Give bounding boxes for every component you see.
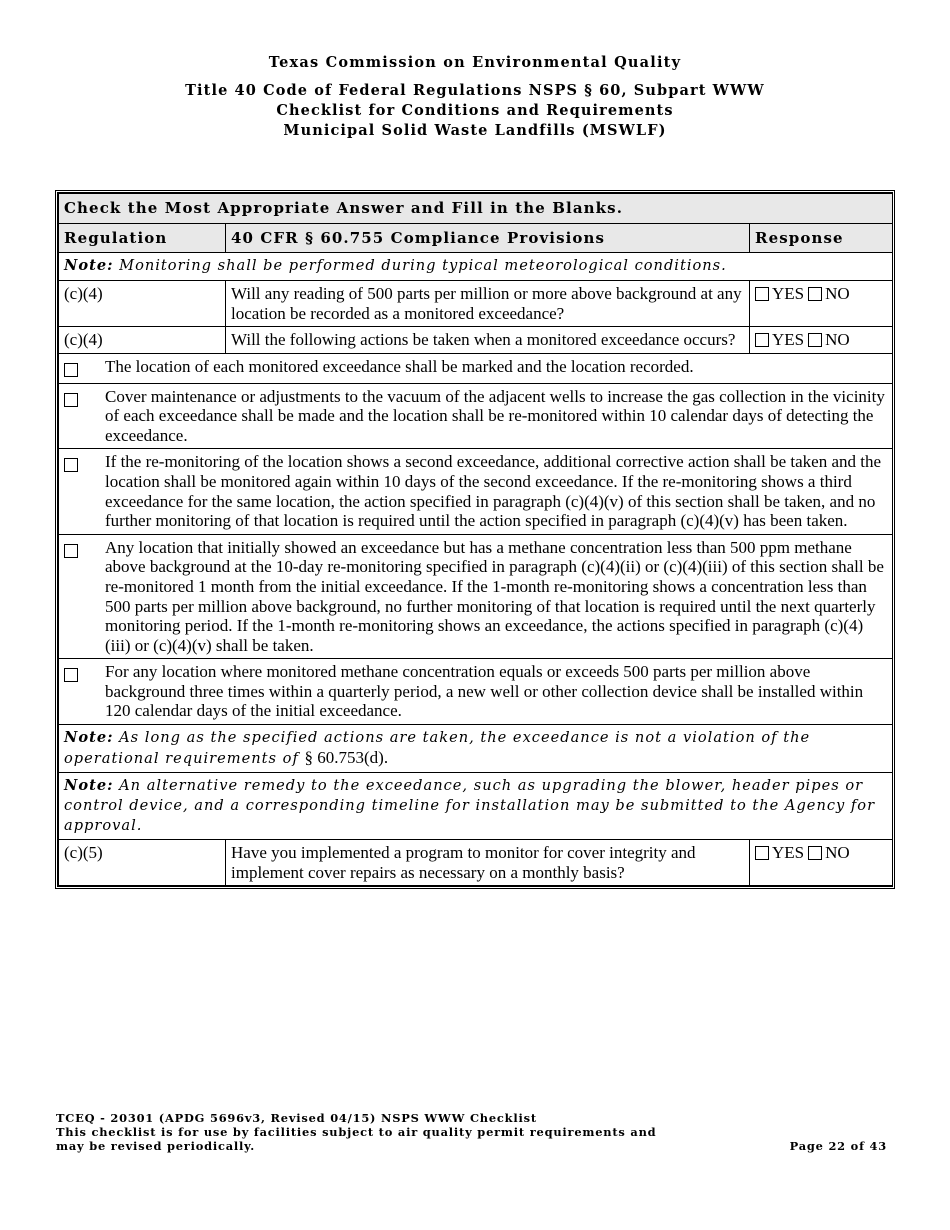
yes-label: YES [772,284,805,304]
title-line-facility: Municipal Solid Waste Landfills (MSWLF) [283,122,667,139]
action-checkbox[interactable] [64,544,78,558]
response-cell [750,327,893,354]
question-row [59,327,893,354]
no-checkbox[interactable] [808,287,822,301]
no-checkbox[interactable] [808,333,822,347]
action-checkbox[interactable] [64,668,78,682]
page-number: Page 22 of 43 [789,1139,887,1153]
title-line-regulation: Title 40 Code of Federal Regulations NSPS § 60, Subpart WWW [185,82,765,99]
action-text: The location of each monitored exceedance shall be marked and the location recorded. [105,356,694,376]
document-header [0,54,950,141]
note-label: Note: [64,257,114,275]
note-label: Note: [64,777,114,795]
title-line-checklist: Checklist for Conditions and Requirements [276,102,674,119]
yes-label: YES [772,330,805,350]
action-row [59,353,893,383]
column-header-provisions: 40 CFR § 60.755 Compliance Provisions [226,223,750,253]
note-label: Note: [64,729,114,747]
action-text: Cover maintenance or adjustments to the vacuum of the adjacent wells to increase the gas collection in the vicinity of each exceedance shall be made and the location shall be re-monitored within 10 calendar days of detecting the exceedance. [105,386,885,445]
note-text: Monitoring shall be performed during typical meteorological conditions. [119,257,727,275]
response-cell [750,840,893,886]
regulation-cell: (c)(5) [59,840,226,886]
action-row [59,534,893,659]
footer-usage-line: may be revised periodically. [56,1139,256,1153]
yes-checkbox[interactable] [755,846,769,860]
note-alternative-remedy [59,773,893,840]
regulation-cell: (c)(4) [59,281,226,327]
action-text: If the re-monitoring of the location shows a second exceedance, additional corrective action shall be taken and the location shall be monitored again within 10 days of the second exceedance. If the re-monitoring shows a third exceedance for the same location, the action specified in paragraph (c)(4)(v) of this section shall be taken, and no further monitoring of that location is required until the action specified in paragraph (c)(4)(v) has been taken. [105,452,882,531]
question-text: Will the following actions be taken when a monitored exceedance occurs? [226,327,750,354]
note-monitoring [59,253,893,281]
action-row [59,383,893,449]
no-label: NO [825,843,850,863]
question-text: Have you implemented a program to monitor for cover integrity and implement cover repairs as necessary on a monthly basis? [226,840,750,886]
footer-form-id: TCEQ - 20301 (APDG 5696v3, Revised 04/15) NSPS WWW Checklist [56,1111,537,1125]
checklist-table [55,190,895,889]
note-text: As long as the specified actions are taken, the exceedance is not a violation of the operational requirements of [64,729,811,768]
action-row [59,659,893,725]
no-label: NO [825,284,850,304]
action-checkbox[interactable] [64,363,78,377]
response-cell [750,281,893,327]
note-citation: § 60.753(d). [304,748,389,768]
action-row [59,449,893,534]
yes-checkbox[interactable] [755,333,769,347]
action-checkbox[interactable] [64,393,78,407]
instruction-header: Check the Most Appropriate Answer and Fill in the Blanks. [59,194,893,224]
note-violation [59,725,893,773]
regulation-cell: (c)(4) [59,327,226,354]
question-row [59,840,893,886]
action-checkbox[interactable] [64,458,78,472]
no-checkbox[interactable] [808,846,822,860]
note-text: An alternative remedy to the exceedance, such as upgrading the blower, header pipes or control device, and a corresponding timeline for installation may be submitted to the Agency for approval. [64,777,876,835]
agency-name: Texas Commission on Environmental Quality [268,54,682,71]
footer-form-info [56,1111,656,1153]
action-text: For any location where monitored methane concentration equals or exceeds 500 parts per million above background three times within a quarterly period, a new well or other collection device shall be installed within 120 calendar days of the initial exceedance. [105,662,864,721]
question-row [59,281,893,327]
yes-checkbox[interactable] [755,287,769,301]
column-header-row [59,223,893,253]
question-text: Will any reading of 500 parts per million or more above background at any location be recorded as a monitored exceedance? [226,281,750,327]
footer-usage-line: This checklist is for use by facilities subject to air quality permit requirements and [56,1125,657,1139]
column-header-response: Response [750,223,893,253]
no-label: NO [825,330,850,350]
yes-label: YES [772,843,805,863]
action-text: Any location that initially showed an exceedance but has a methane concentration less than 500 ppm methane above background at the 10-day re-monitoring specified in paragraph (c)(4)(ii) or (c)(4)(iii) of this section shall be re-monitored 1 month from the initial exceedance. If the 1-month re-monitoring shows a concentration less than 500 parts per million above background, no further monitoring of that location is required until the next quarterly monitoring period. If the 1-month re-monitoring shows an exceedance, the actions specified in paragraph (c)(4)(iii) or (c)(4)(v) shall be taken. [105,537,884,655]
column-header-regulation: Regulation [59,223,226,253]
